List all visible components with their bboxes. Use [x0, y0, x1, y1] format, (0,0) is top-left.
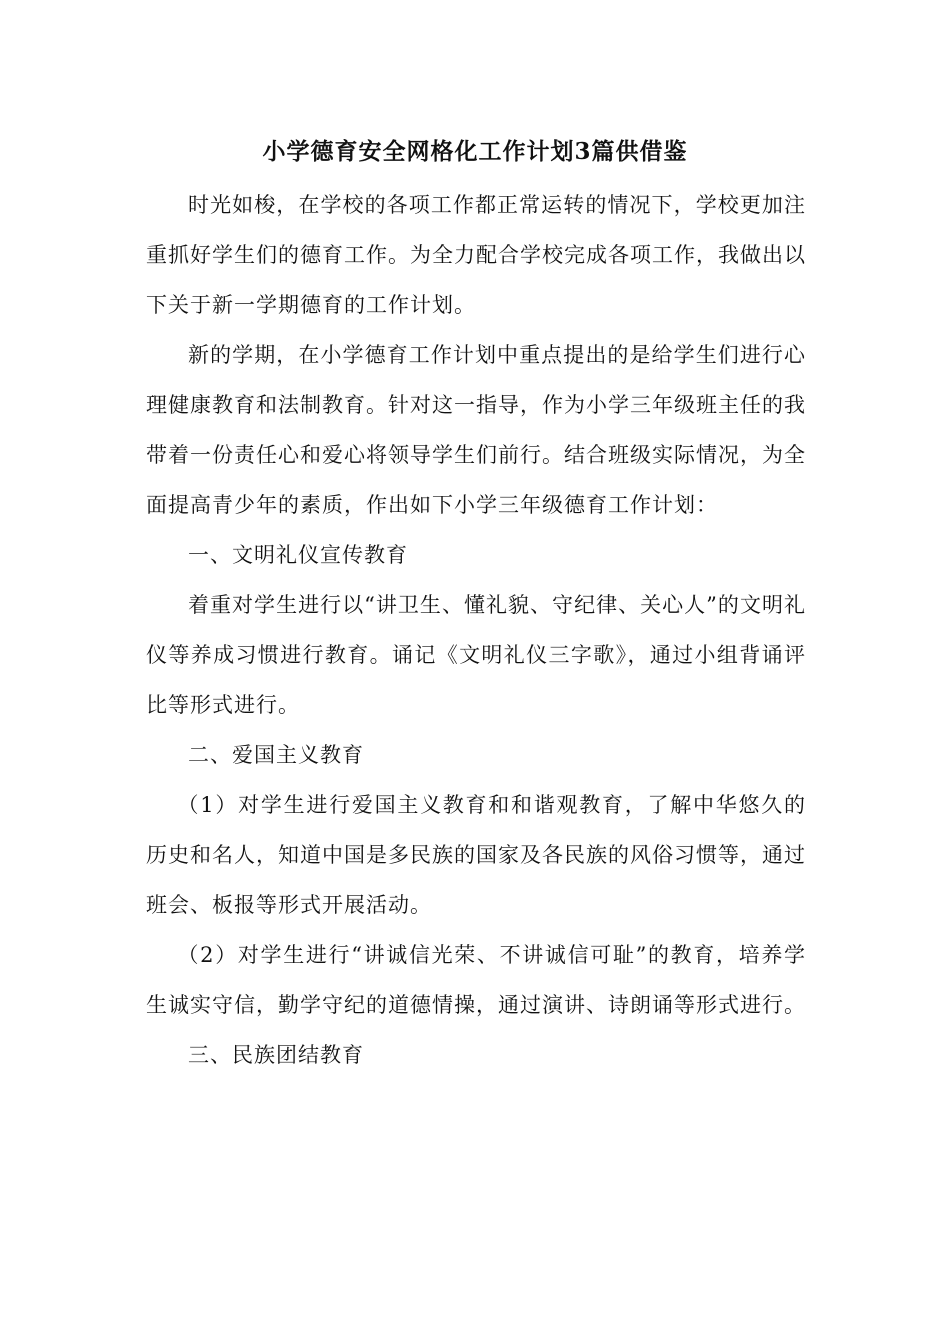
document-title: 小学德育安全网格化工作计划3篇供借鉴	[262, 138, 688, 165]
section-heading-patriotism: 二、爱国主义教育	[188, 743, 364, 767]
section-heading-unity: 三、民族团结教育	[188, 1043, 364, 1067]
section-heading-etiquette: 一、文明礼仪宣传教育	[188, 543, 408, 567]
paragraph-patriotism-1: （1）对学生进行爱国主义教育和和谐观教育，了解中华悠久的历史和名人，知道中国是多民族的国家及各民族的风俗习惯等，通过班会、板报等形式开展活动。	[146, 793, 806, 917]
paragraph-etiquette: 着重对学生进行以“讲卫生、懂礼貌、守纪律、关心人”的文明礼仪等养成习惯进行教育。诵记《文明礼仪三字歌》，通过小组背诵评比等形式进行。	[146, 593, 806, 717]
paragraph-intro: 时光如梭，在学校的各项工作都正常运转的情况下，学校更加注重抓好学生们的德育工作。为全力配合学校完成各项工作，我做出以下关于新一学期德育的工作计划。	[146, 193, 806, 317]
paragraph-patriotism-2: （2）对学生进行“讲诚信光荣、不讲诚信可耻”的教育，培养学生诚实守信，勤学守纪的道德情操，通过演讲、诗朗诵等形式进行。	[146, 943, 806, 1017]
document-body	[146, 180, 806, 1080]
paragraph-new-term: 新的学期，在小学德育工作计划中重点提出的是给学生们进行心理健康教育和法制教育。针对这一指导，作为小学三年级班主任的我带着一份责任心和爱心将领导学生们前行。结合班级实际情况，为全面提高青少年的素质，作出如下小学三年级德育工作计划：	[146, 343, 806, 517]
